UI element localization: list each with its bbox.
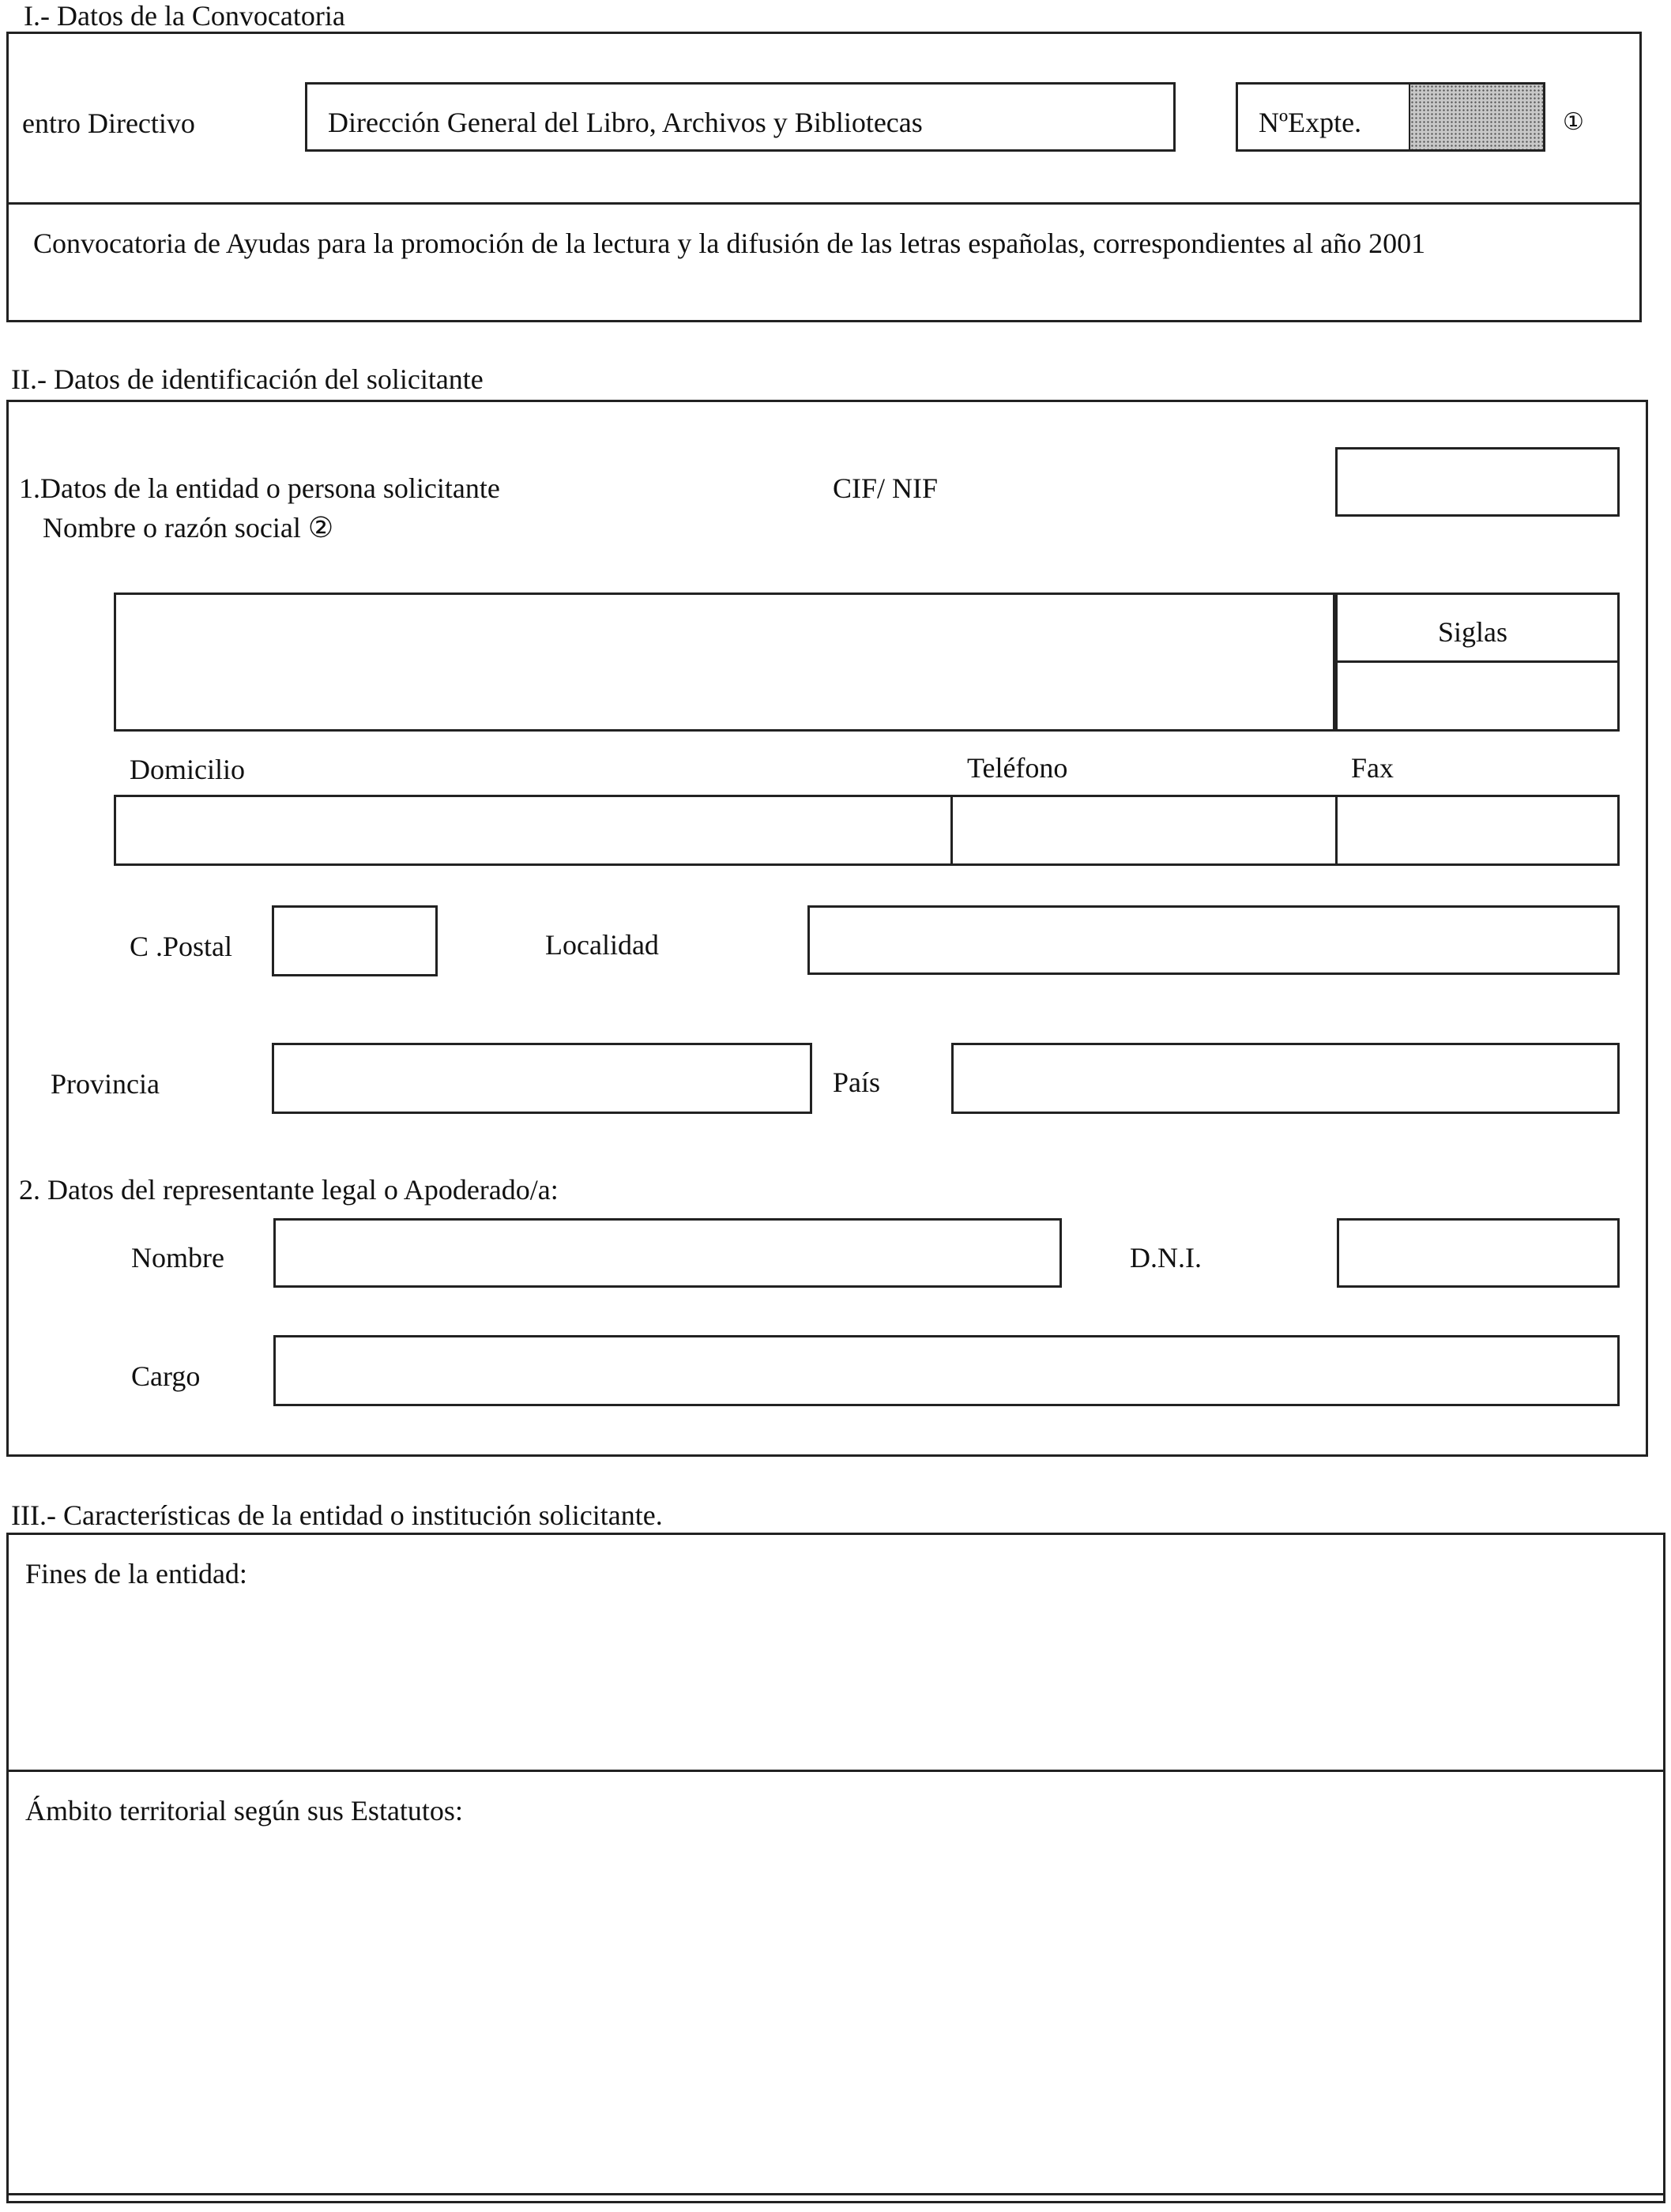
- domicilio-label: Domicilio: [130, 754, 245, 785]
- siglas-divider: [1335, 660, 1620, 663]
- dni-input[interactable]: [1337, 1218, 1620, 1288]
- fines-label: Fines de la entidad:: [25, 1558, 247, 1589]
- convocatoria-divider: [6, 202, 1642, 205]
- entidad-subheading: 1.Datos de la entidad o persona solicitante: [19, 472, 500, 504]
- pais-label: País: [833, 1066, 881, 1098]
- cif-nif-input[interactable]: [1335, 447, 1620, 517]
- telefono-label: Teléfono: [967, 752, 1068, 784]
- provincia-input[interactable]: [272, 1043, 812, 1114]
- provincia-label: Provincia: [51, 1068, 160, 1100]
- centro-directivo-field[interactable]: [305, 82, 1176, 152]
- centro-directivo-value: Dirección General del Libro, Archivos y Bibliotecas: [328, 107, 923, 138]
- representante-subheading: 2. Datos del representante legal o Apoderado/a:: [19, 1174, 559, 1206]
- centro-directivo-label: entro Directivo: [22, 107, 195, 139]
- dni-label: D.N.I.: [1130, 1242, 1202, 1273]
- ambito-label: Ámbito territorial según sus Estatutos:: [25, 1795, 463, 1826]
- razon-social-label: Nombre o razón social ②: [43, 512, 334, 544]
- convocatoria-title: Convocatoria de Ayudas para la promoción de la lectura y la difusión de las letras españolas, correspondientes al año 2001: [33, 228, 1426, 259]
- codigo-postal-input[interactable]: [272, 905, 438, 976]
- section-3-heading: III.- Características de la entidad o institución solicitante.: [11, 1499, 663, 1531]
- siglas-label: Siglas: [1438, 616, 1508, 648]
- section-1-heading: I.- Datos de la Convocatoria: [24, 0, 345, 32]
- pais-input[interactable]: [951, 1043, 1620, 1114]
- telefono-input[interactable]: [950, 795, 1338, 866]
- codigo-postal-label: C .Postal: [130, 931, 233, 962]
- fines-input[interactable]: [11, 1596, 1661, 1766]
- expediente-label: NºExpte.: [1259, 107, 1362, 138]
- representante-nombre-input[interactable]: [273, 1218, 1062, 1288]
- siglas-input[interactable]: [1338, 664, 1617, 728]
- fax-label: Fax: [1351, 752, 1394, 784]
- cif-nif-label: CIF/ NIF: [833, 472, 939, 504]
- section-2-heading: II.- Datos de identificación del solicitante: [11, 363, 484, 395]
- cargo-input[interactable]: [273, 1335, 1620, 1406]
- fax-input[interactable]: [1335, 795, 1620, 866]
- localidad-label: Localidad: [545, 929, 659, 961]
- ambito-input[interactable]: [11, 1833, 1661, 2212]
- cargo-label: Cargo: [131, 1360, 201, 1392]
- expediente-shaded-box: [1409, 85, 1543, 149]
- note-marker-1: ①: [1563, 109, 1584, 135]
- localidad-input[interactable]: [807, 905, 1620, 975]
- domicilio-input[interactable]: [114, 795, 953, 866]
- caracteristicas-divider: [6, 1770, 1665, 1772]
- expediente-field: [1236, 82, 1545, 152]
- convocatoria-frame: [6, 32, 1642, 322]
- bottom-divider: [6, 2193, 1665, 2195]
- razon-social-input[interactable]: [114, 592, 1335, 732]
- representante-nombre-label: Nombre: [131, 1242, 224, 1273]
